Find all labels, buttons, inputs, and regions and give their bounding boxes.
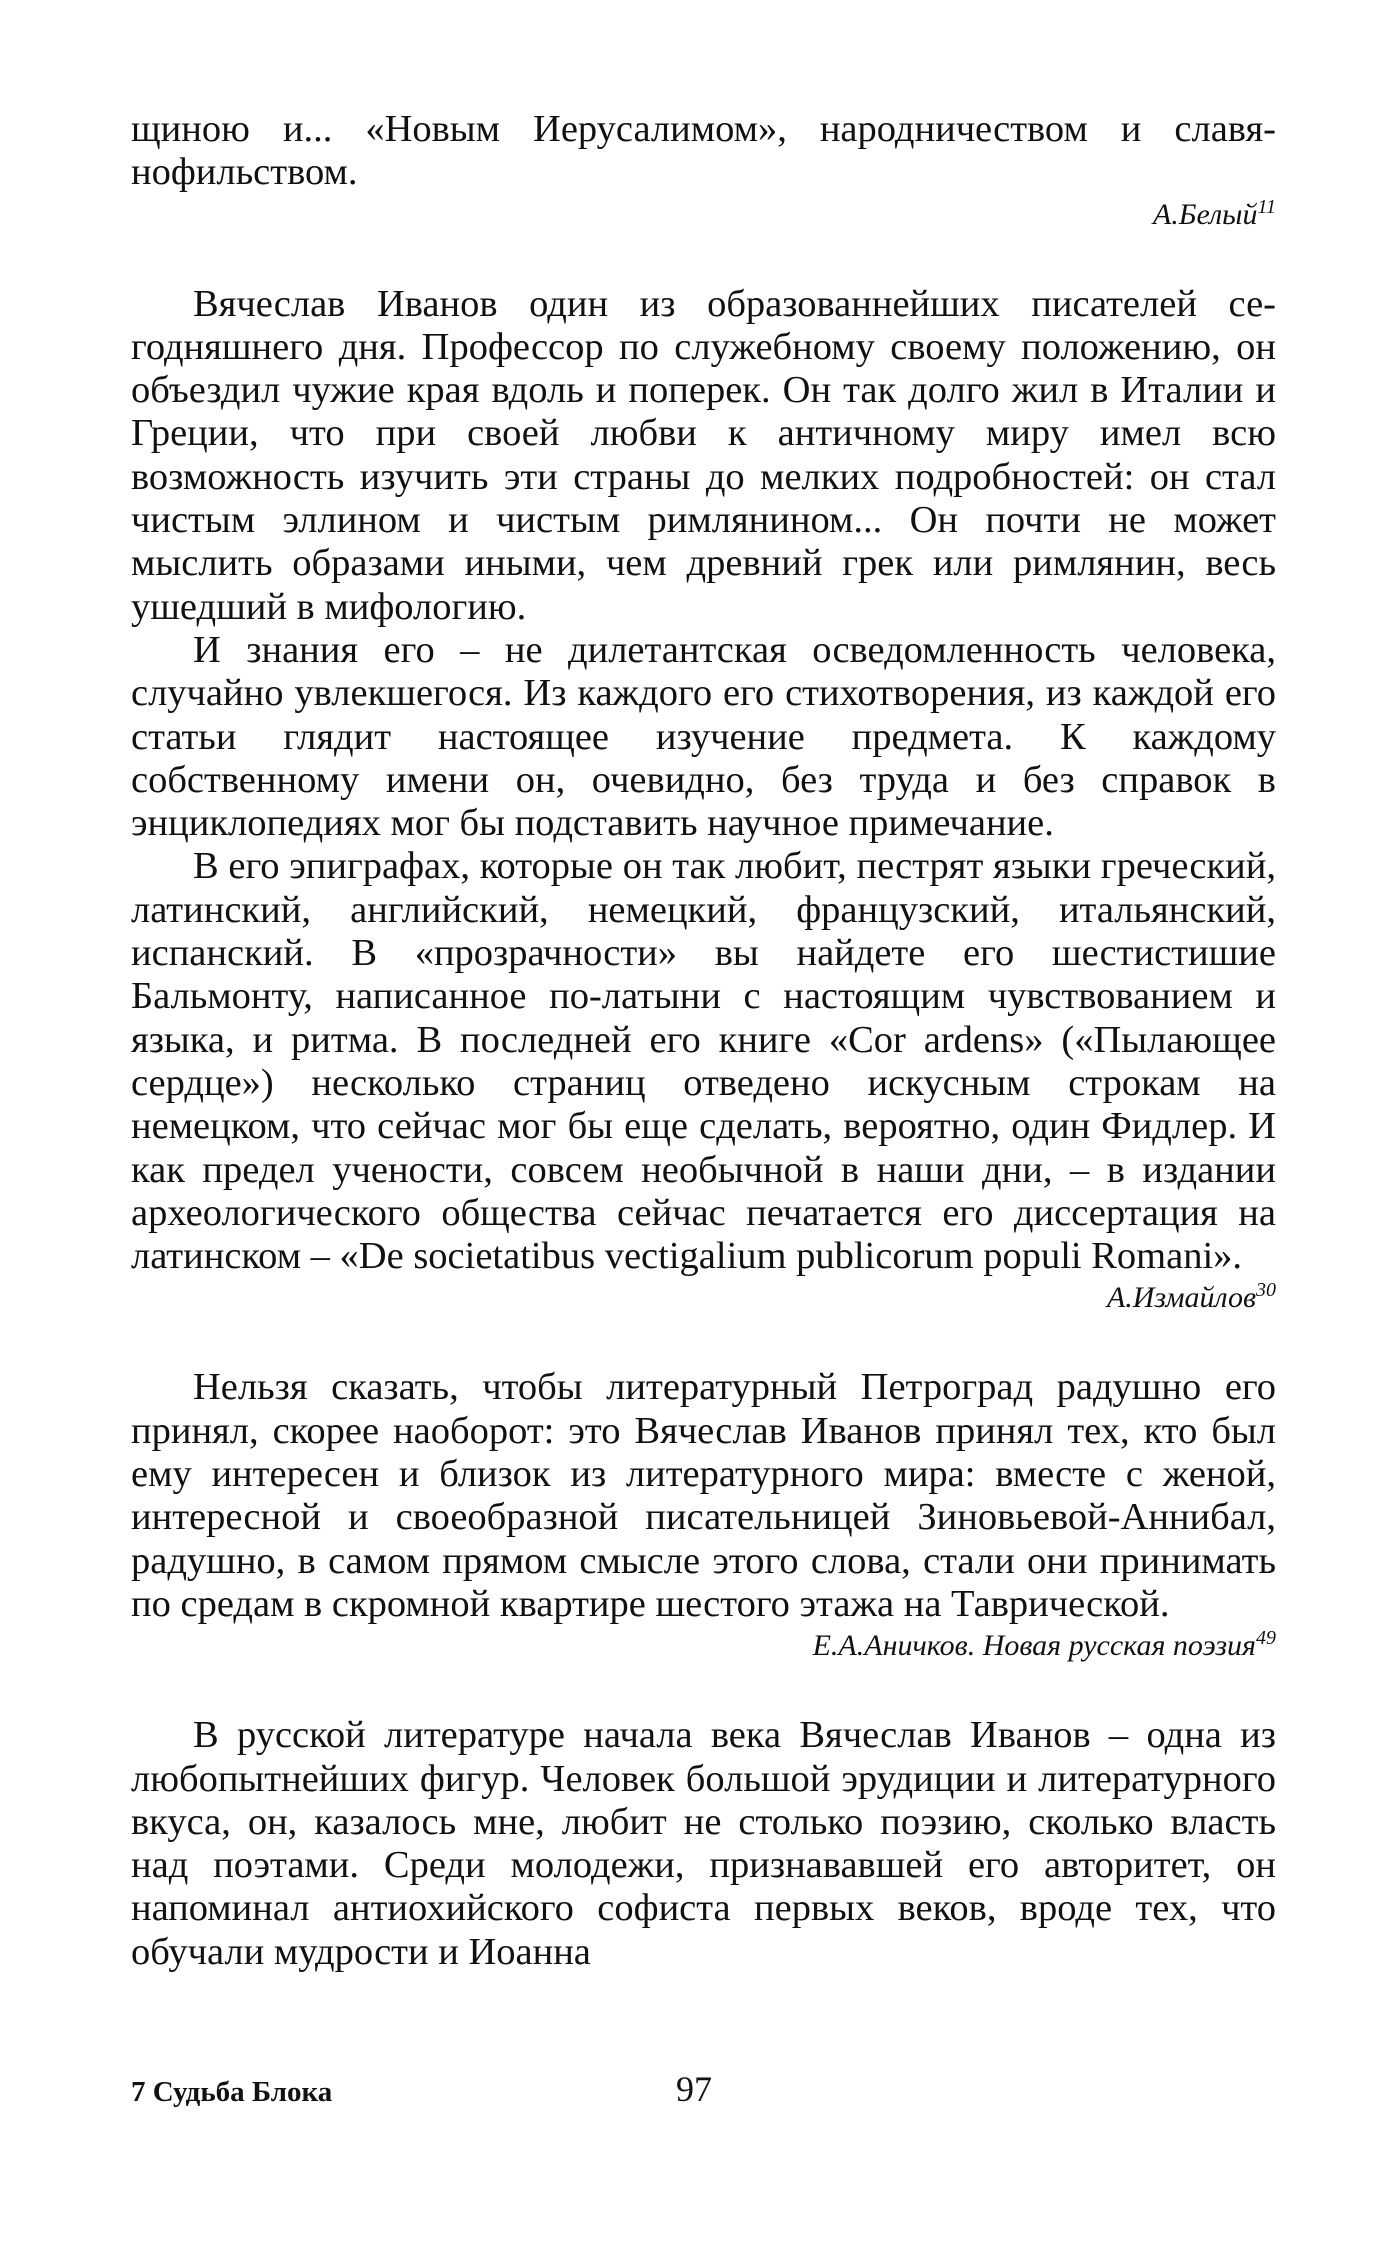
page-footer <box>131 2068 1276 2118</box>
attribution-bely <box>131 195 1276 235</box>
footnote-ref: 30 <box>1256 1279 1276 1302</box>
paragraph-intro: щиною и... «Новым Иерусалимом», народничеством и славянофильством. <box>131 108 1276 194</box>
attribution-izmailov <box>131 1278 1276 1318</box>
paragraph-russian-literature: В русской литературе начала века Вячеслав Иванов – одна из любопытнейших фигур. Человек большой эрудиции и литературного вкуса, он, казалось мне, любит не столько поэзию, сколько власть над поэтами. Среди молодежи, признававшей его авторитет, он напоминал антиохийского софиста первых веков, вроде тех, что обучали мудрости и Иоанна <box>131 1714 1276 1973</box>
attribution-author: А.Измайлов <box>1106 1281 1256 1315</box>
paragraph-ivanov-knowledge: И знания его – не дилетантская осведомленность человека, случайно увлекшегося. Из каждого его стихотворения, из каждой его статьи глядит настоящее изучение предмета. К каждому собственному имени он, очевидно, без труда и без справок в энциклопедиях мог бы подставить научное примечание. <box>131 628 1276 845</box>
page-body <box>131 108 1276 1974</box>
paragraph-ivanov-epigraphs: В его эпиграфах, которые он так любит, пестрят языки греческий, латинский, английский, немецкий, французский, итальянский, испанский. В «прозрачности» вы найдете его шестистишие Бальмонту, написанное по-латыни с настоящим чувствованием и языка, и ритма. В последней его книге «Cor ardens» («Пылающее сердце») несколько страниц отведено искусным строкам на немецком, что сейчас мог бы еще сделать, вероятно, один Фидлер. И как предел учености, совсем необычной в наши дни, – в издании археологического общества сейчас печатается его диссертация на латинском – «De societatibus vectigalium publicorum populi Romani». <box>131 845 1276 1278</box>
footnote-ref: 49 <box>1256 1627 1276 1650</box>
paragraph-ivanov-education: Вячеслав Иванов один из образованнейших писателей сегодняшнего дня. Профессор по служебному своему положению, он объездил чужие края вдоль и поперек. Он так долго жил в Италии и Греции, что при своей любви к античному миру имел всю возможность изучить эти страны до мелких подробностей: он стал чистым эллином и чистым римлянином... Он почти не может мыслить образами иными, чем древний грек или римлянин, весь ушедший в мифологию. <box>131 282 1276 628</box>
footnote-ref: 11 <box>1257 195 1276 218</box>
attribution-author: А.Белый <box>1152 197 1258 231</box>
signature-mark: 7 Судьба Блока <box>131 2076 333 2108</box>
paragraph-petrograd: Нельзя сказать, чтобы литературный Петроград радушно его принял, скорее наоборот: это Вячеслав Иванов принял тех, кто был ему интересен и близок из литературного мира: вместе с женой, интересной и своеобразной писательницей Зиновьевой-Аннибал, радушно, в самом прямом смысле этого слова, стали они принимать по средам в скромной квартире шестого этажа на Таврической. <box>131 1366 1276 1625</box>
attribution-anichkov <box>131 1626 1276 1666</box>
page-number: 97 <box>676 2069 712 2109</box>
attribution-author: Е.А.Аничков. Новая русская поэзия <box>812 1629 1256 1663</box>
